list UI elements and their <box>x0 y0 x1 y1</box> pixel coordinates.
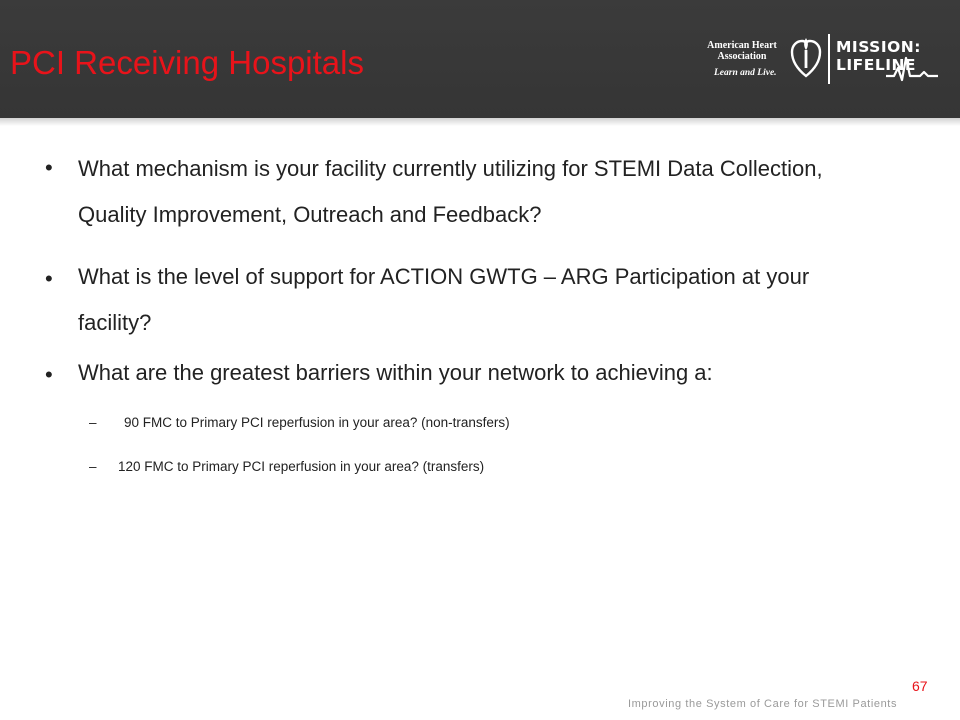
aha-wordmark <box>694 40 790 62</box>
bullet-text-mechanism: What mechanism is your facility currently utilizing for STEMI Data Collection, Quality Improvement, Outreach and Feedback? <box>78 156 823 227</box>
ekg-line-icon <box>886 54 938 82</box>
sub-bullet-marker: – <box>89 415 97 430</box>
mission-line2: LIFELINE <box>836 56 917 74</box>
bullet-text-support: What is the level of support for ACTION GWTG – ARG Participation at your facility? <box>78 264 810 335</box>
aha-tagline: Learn and Live. <box>714 68 777 78</box>
mission-line1: MISSION: <box>836 38 921 56</box>
sub-bullet-marker: – <box>89 459 97 474</box>
heart-torch-icon <box>790 34 822 78</box>
bullet-text-barriers: What are the greatest barriers within your network to achieving a: <box>78 360 713 385</box>
footer-text: Improving the System of Care for STEMI Patients <box>628 698 898 710</box>
bullet-marker: • <box>45 155 53 180</box>
slide-title: PCI Receiving Hospitals <box>10 44 364 81</box>
sub-bullet-text-transfers: 120 FMC to Primary PCI reperfusion in your area? (transfers) <box>118 459 485 474</box>
aha-mission-lifeline-logo <box>690 28 940 92</box>
aha-name-line2: Association <box>717 51 767 62</box>
bullet-marker: • <box>45 362 53 387</box>
page-number: 67 <box>912 678 928 694</box>
header-shadow <box>0 118 960 126</box>
aha-name-line1: American Heart <box>707 40 777 51</box>
bullet-marker: • <box>45 266 53 291</box>
logo-divider <box>828 34 830 84</box>
sub-bullet-text-non-transfers: 90 FMC to Primary PCI reperfusion in your area? (non-transfers) <box>124 415 510 430</box>
